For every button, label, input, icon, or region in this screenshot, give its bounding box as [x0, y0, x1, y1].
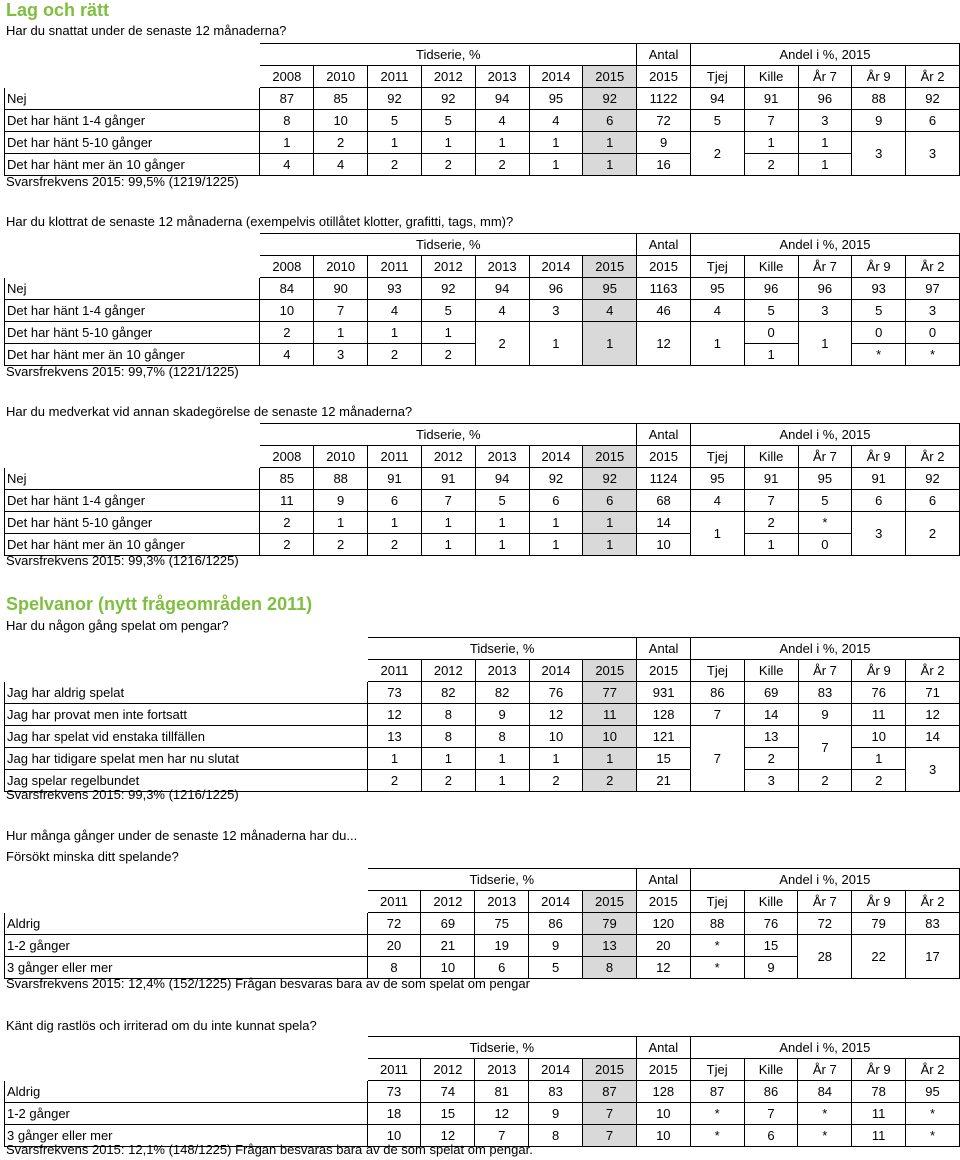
header-antal: Antal — [636, 869, 690, 891]
col-header: År 2 — [906, 660, 960, 682]
col-header: År 7 — [798, 66, 852, 88]
row-label: Det har hänt mer än 10 gånger — [5, 344, 260, 366]
row-label: Jag spelar regelbundet — [5, 770, 368, 792]
row-label: 3 gånger eller mer — [5, 957, 368, 979]
col-header: År 2 — [906, 66, 960, 88]
row-label: Jag har tidigare spelat men har nu slutat — [5, 748, 368, 770]
col-header: Kille — [744, 660, 798, 682]
row-label: Jag har aldrig spelat — [5, 682, 368, 704]
header-andel: Andel i %, 2015 — [690, 44, 959, 66]
year-header: 2015 — [636, 1059, 690, 1081]
year-header: 2014 — [529, 1059, 583, 1081]
header-antal: Antal — [637, 424, 691, 446]
year-header: 2010 — [314, 256, 368, 278]
row-label: Aldrig — [5, 1081, 368, 1103]
col-header: Kille — [744, 256, 798, 278]
col-header: År 7 — [798, 891, 852, 913]
col-header: År 7 — [798, 256, 852, 278]
year-header: 2010 — [314, 66, 368, 88]
year-header: 2013 — [475, 1059, 529, 1081]
col-header: Tjej — [690, 256, 744, 278]
col-header: Tjej — [691, 660, 745, 682]
col-header: År 9 — [852, 891, 906, 913]
question-title: Har du klottrat de senaste 12 månaderna (exempelvis otillåtet klotter, grafitti, tags, mm)? — [6, 214, 514, 229]
year-header: 2015 — [583, 446, 637, 468]
year-header: 2014 — [529, 66, 583, 88]
table-q3 — [4, 423, 960, 556]
question-title: Har du någon gång spelat om pengar? — [6, 618, 229, 633]
row-label: Aldrig — [5, 913, 368, 935]
year-header: 2011 — [368, 66, 422, 88]
row-label: Det har hänt 5-10 gånger — [5, 512, 260, 534]
row-label: Det har hänt mer än 10 gånger — [5, 154, 260, 176]
table-row: Jag har tidigare spelat men har nu slutat 1 1 1 1 1 15 2 1 3 — [5, 748, 960, 770]
row-label: Det har hänt 5-10 gånger — [5, 132, 260, 154]
table-row: 3 gånger eller mer 8 10 6 5 8 12 * 9 — [5, 957, 960, 979]
table-row: Nej 84 90 93 92 94 96 95 1163 95 96 96 93 97 — [5, 278, 960, 300]
response-rate: Svarsfrekvens 2015: 12,4% (152/1225) Frågan besvaras bara av de som spelat om pengar — [6, 976, 530, 991]
table-q2 — [4, 233, 960, 366]
table-q5 — [4, 868, 960, 979]
col-header: År 7 — [798, 1059, 852, 1081]
year-header: 2012 — [421, 1059, 475, 1081]
question-title: Har du medverkat vid annan skadegörelse de senaste 12 månaderna? — [6, 404, 413, 419]
response-rate: Svarsfrekvens 2015: 99,3% (1216/1225) — [6, 553, 239, 568]
row-label: 1-2 gånger — [5, 935, 368, 957]
year-header: 2015 — [583, 1059, 637, 1081]
year-header: 2013 — [475, 66, 529, 88]
year-header: 2015 — [637, 660, 691, 682]
response-rate: Svarsfrekvens 2015: 99,5% (1219/1225) — [6, 174, 239, 189]
table-row: Nej 85 88 91 91 94 92 92 1124 95 91 95 91 92 — [5, 468, 960, 490]
header-andel: Andel i %, 2015 — [690, 424, 959, 446]
year-header: 2015 — [637, 446, 691, 468]
header-andel: Andel i %, 2015 — [691, 638, 960, 660]
col-header: År 2 — [906, 891, 960, 913]
row-label: Det har hänt mer än 10 gånger — [5, 534, 260, 556]
table-row: Det har hänt mer än 10 gånger 4 3 2 2 1 * * — [5, 344, 960, 366]
col-header: Kille — [744, 1059, 798, 1081]
table-row: 1-2 gånger 18 15 12 9 7 10 * 7 * 11 * — [5, 1103, 960, 1125]
header-andel: Andel i %, 2015 — [690, 1037, 959, 1059]
year-header: 2008 — [260, 256, 314, 278]
year-header: 2014 — [529, 891, 583, 913]
year-header: 2015 — [583, 891, 637, 913]
year-header: 2012 — [421, 446, 475, 468]
col-header: År 2 — [906, 256, 960, 278]
col-header: Kille — [744, 66, 798, 88]
table-row: Jag har spelat vid enstaka tillfällen 13 8 8 10 10 121 7 13 7 10 14 — [5, 726, 960, 748]
year-header: 2008 — [260, 446, 314, 468]
question-title: Känt dig rastlös och irriterad om du inte kunnat spela? — [6, 1018, 317, 1033]
table-row: Det har hänt mer än 10 gånger 2 2 2 1 1 1 1 10 1 0 — [5, 534, 960, 556]
row-label: Det har hänt 1-4 gånger — [5, 490, 260, 512]
response-rate: Svarsfrekvens 2015: 99,7% (1221/1225) — [6, 364, 239, 379]
year-header: 2015 — [583, 256, 637, 278]
year-header: 2013 — [475, 891, 529, 913]
header-tidserie: Tidserie, % — [367, 1037, 636, 1059]
year-header: 2011 — [367, 891, 421, 913]
year-header: 2012 — [421, 66, 475, 88]
year-header: 2011 — [367, 1059, 421, 1081]
year-header: 2015 — [636, 891, 690, 913]
table-row: Det har hänt 1-4 gånger 8 10 5 5 4 4 6 72 5 7 3 9 6 — [5, 110, 960, 132]
year-header: 2013 — [475, 660, 529, 682]
year-header: 2015 — [637, 256, 691, 278]
year-header: 2013 — [475, 446, 529, 468]
year-header: 2015 — [583, 66, 637, 88]
col-header: Kille — [744, 891, 798, 913]
table-row: 3 gånger eller mer 10 12 7 8 7 10 * 6 * 11 * — [5, 1125, 960, 1147]
table-row: Det har hänt mer än 10 gånger 4 4 2 2 2 1 1 16 2 1 — [5, 154, 960, 176]
response-rate: Svarsfrekvens 2015: 12,1% (148/1225) Frågan besvaras bara av de som spelat om pengar. — [6, 1142, 533, 1157]
header-andel: Andel i %, 2015 — [690, 234, 959, 256]
row-label: Det har hänt 1-4 gånger — [5, 110, 260, 132]
year-header: 2015 — [583, 660, 637, 682]
table-row: Det har hänt 5-10 gånger 2 1 1 1 1 1 1 14 1 2 * 3 2 — [5, 512, 960, 534]
question-intro: Hur många gånger under de senaste 12 månaderna har du... — [6, 828, 358, 843]
col-header: År 2 — [906, 1059, 960, 1081]
col-header: Tjej — [690, 66, 744, 88]
row-label: 3 gånger eller mer — [5, 1125, 368, 1147]
header-antal: Antal — [636, 1037, 690, 1059]
col-header: Tjej — [690, 1059, 744, 1081]
col-header: År 9 — [852, 446, 906, 468]
year-header: 2010 — [314, 446, 368, 468]
table-q4 — [4, 637, 960, 792]
table-row: Jag spelar regelbundet 2 2 1 2 2 21 3 2 2 — [5, 770, 960, 792]
table-row: Jag har provat men inte fortsatt 12 8 9 12 11 128 7 14 9 11 12 — [5, 704, 960, 726]
table-row: 1-2 gånger 20 21 19 9 13 20 * 15 28 22 17 — [5, 935, 960, 957]
row-label: Nej — [5, 468, 260, 490]
header-antal: Antal — [637, 234, 691, 256]
header-tidserie: Tidserie, % — [260, 44, 637, 66]
table-q6 — [4, 1036, 960, 1147]
header-tidserie: Tidserie, % — [367, 869, 636, 891]
year-header: 2008 — [260, 66, 314, 88]
section-title-lag-och-ratt: Lag och rätt — [6, 0, 110, 20]
year-header: 2013 — [475, 256, 529, 278]
table-row: Det har hänt 5-10 gånger 1 2 1 1 1 1 1 9 2 1 1 3 3 — [5, 132, 960, 154]
row-label: Det har hänt 1-4 gånger — [5, 300, 260, 322]
col-header: År 7 — [798, 660, 852, 682]
col-header: År 9 — [852, 66, 906, 88]
year-header: 2014 — [529, 256, 583, 278]
header-tidserie: Tidserie, % — [260, 234, 637, 256]
header-andel: Andel i %, 2015 — [690, 869, 959, 891]
col-header: År 7 — [798, 446, 852, 468]
col-header: År 9 — [852, 1059, 906, 1081]
row-label: Nej — [5, 88, 260, 110]
section-title-spelvanor: Spelvanor (nytt frågeområden 2011) — [6, 594, 313, 614]
year-header: 2012 — [421, 256, 475, 278]
table-row: Det har hänt 1-4 gånger 11 9 6 7 5 6 6 68 4 7 5 6 6 — [5, 490, 960, 512]
table-row: Aldrig 72 69 75 86 79 120 88 76 72 79 83 — [5, 913, 960, 935]
header-antal: Antal — [637, 638, 691, 660]
year-header: 2014 — [529, 660, 583, 682]
col-header: Tjej — [690, 446, 744, 468]
col-header: År 9 — [852, 256, 906, 278]
row-label: Jag har provat men inte fortsatt — [5, 704, 368, 726]
row-label: Det har hänt 5-10 gånger — [5, 322, 260, 344]
year-header: 2011 — [368, 256, 422, 278]
year-header: 2015 — [637, 66, 691, 88]
question-title: Har du snattat under de senaste 12 månaderna? — [6, 23, 287, 38]
response-rate: Svarsfrekvens 2015: 99,3% (1216/1225) — [6, 787, 239, 802]
year-header: 2012 — [421, 660, 475, 682]
col-header: Kille — [744, 446, 798, 468]
year-header: 2014 — [529, 446, 583, 468]
table-q1 — [4, 43, 960, 176]
row-label: 1-2 gånger — [5, 1103, 368, 1125]
table-row: Nej 87 85 92 92 94 95 92 1122 94 91 96 88 92 — [5, 88, 960, 110]
year-header: 2011 — [368, 660, 422, 682]
table-row: Det har hänt 1-4 gånger 10 7 4 5 4 3 4 46 4 5 3 5 3 — [5, 300, 960, 322]
year-header: 2012 — [421, 891, 475, 913]
question-title: Försökt minska ditt spelande? — [6, 849, 179, 864]
header-tidserie: Tidserie, % — [260, 424, 637, 446]
header-antal: Antal — [637, 44, 691, 66]
col-header: År 2 — [906, 446, 960, 468]
row-label: Nej — [5, 278, 260, 300]
header-tidserie: Tidserie, % — [368, 638, 637, 660]
year-header: 2011 — [368, 446, 422, 468]
col-header: År 9 — [852, 660, 906, 682]
row-label: Jag har spelat vid enstaka tillfällen — [5, 726, 368, 748]
table-row: Aldrig 73 74 81 83 87 128 87 86 84 78 95 — [5, 1081, 960, 1103]
col-header: Tjej — [690, 891, 744, 913]
table-row: Jag har aldrig spelat 73 82 82 76 77 931 86 69 83 76 71 — [5, 682, 960, 704]
table-row: Det har hänt 5-10 gånger 2 1 1 1 2 1 1 12 1 0 1 0 0 — [5, 322, 960, 344]
